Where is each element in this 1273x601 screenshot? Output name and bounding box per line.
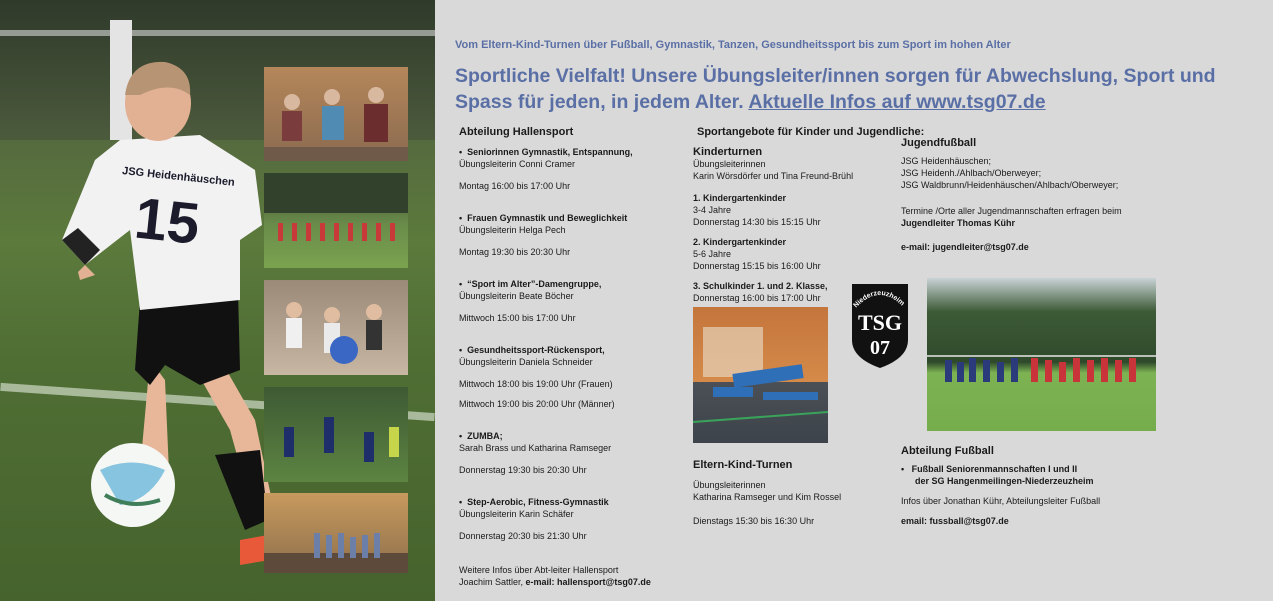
fussball-section [901,445,1161,527]
hallensport-title: Abteilung Hallensport [459,126,574,138]
hallensport-item-time: Mittwoch 15:00 bis 17:00 Uhr [459,313,576,323]
hallensport-item-title: • Seniorinnen Gymnastik, Entspannung, [459,147,633,157]
hallensport-item-leader: Übungsleiterin Conni Cramer [459,159,576,169]
kinderturnen-title: Kinderturnen [693,146,763,158]
kinder-group-age: 3-4 Jahre [693,205,732,215]
jersey-text: JSG Heidenhäuschen [121,165,236,189]
fussball-title: Abteilung Fußball [901,445,994,457]
thumb-senior-gymnastics [264,67,408,161]
jugend-team-line: JSG Heidenhäuschen; [901,156,992,166]
eltern-kind-time: Dienstags 15:30 bis 16:30 Uhr [693,516,815,526]
hallensport-item-title: • Frauen Gymnastik und Beweglichkeit [459,213,628,223]
kinder-group-title: 1. Kindergartenkinder [693,193,787,203]
jugendfussball-title: Jugendfußball [901,137,977,149]
kinder-group-title: 3. Schulkinder 1. und 2. Klasse, [693,281,828,291]
hallensport-item-leader: Übungsleiterin Karin Schäfer [459,509,574,519]
hallensport-item-title: • Gesundheitssport-Rückensport, [459,345,605,355]
kinderturnen-section [693,146,863,304]
hallensport-item-title: • “Sport im Alter”-Damengruppe, [459,279,602,289]
hallensport-contact: Joachim Sattler, e-mail: hallensport@tsg07.de [459,577,651,587]
kinder-group-age: 5-6 Jahre [693,249,732,259]
eltern-kind-section [693,459,863,527]
hallensport-section [459,126,679,588]
hallensport-item-time: Mittwoch 18:00 bis 19:00 Uhr (Frauen) [459,379,613,389]
photo-gym-hall [693,307,828,443]
hallensport-item-title: • Step-Aerobic, Fitness-Gymnastik [459,497,609,507]
hallensport-item-leader: Übungsleiterin Beate Böcher [459,291,574,301]
logo-ring-text: Niederzeuzheim [852,289,906,310]
eltern-kind-title: Eltern-Kind-Turnen [693,459,793,471]
fussball-item-line2: der SG Hangenmeilingen-Niederzeuzheim [915,476,1094,486]
hallensport-item-leader: Übungsleiterin Helga Pech [459,225,566,235]
logo-letters: TSG [857,310,903,335]
thumb-football-match [264,387,408,482]
hallensport-item-leader: Übungsleiterin Daniela Schneider [459,357,593,367]
intro-text: Vom Eltern-Kind-Turnen über Fußball, Gymnastik, Tanzen, Gesundheitssport bis zum Sport im hohen Alter [455,39,1011,51]
thumb-women-gymnastics [264,173,408,268]
fussball-email[interactable]: email: fussball@tsg07.de [901,516,1009,526]
thumbnail-column [264,0,410,601]
fussball-info: Infos über Jonathan Kühr, Abteilungsleiter Fußball [901,496,1101,506]
eltern-kind-leaders: Katharina Ramseger und Kim Rossel [693,492,842,502]
hallensport-item-time: Donnerstag 20:30 bis 21:30 Uhr [459,531,587,541]
website-link[interactable]: Aktuelle Infos auf www.tsg07.de [748,91,1046,113]
hallensport-item-leader: Sarah Brass und Katharina Ramseger [459,443,612,453]
hallensport-item-time: Montag 16:00 bis 17:00 Uhr [459,181,571,191]
jugend-termine: Termine /Orte aller Jugendmannschaften erfragen beim [901,206,1122,216]
headline-text: Sportliche Vielfalt! Unsere Übungsleiter/innen sorgen für Abwechslung, Sport und Spass für jeden, in jedem Alter. [455,65,1216,113]
kinder-section-title: Sportangebote für Kinder und Jugendliche: [697,126,925,138]
thumb-sport-im-alter [264,280,408,375]
kinder-group-time: Donnerstag 15:15 bis 16:00 Uhr [693,261,821,271]
hallensport-item-time: Donnerstag 19:30 bis 20:30 Uhr [459,465,587,475]
jugendfussball-section [901,137,1161,253]
fussball-item: • Fußball Seniorenmannschaften I und II [901,464,1078,474]
kinderturnen-leaders-label: Übungsleiterinnen [693,159,766,169]
jugend-email[interactable]: e-mail: jugendleiter@tsg07.de [901,242,1029,252]
logo-digits: 07 [870,337,890,359]
hallensport-footer: Weitere Infos über Abt-leiter Hallensport [459,565,619,575]
headline [455,63,1255,115]
kinder-group-time: Donnerstag 16:00 bis 17:00 Uhr [693,293,821,303]
photo-youth-teams [927,278,1156,431]
eltern-kind-leaders-label: Übungsleiterinnen [693,480,766,490]
hallensport-item-time: Montag 19:30 bis 20:30 Uhr [459,247,571,257]
football-player-illustration [0,0,300,601]
tsg-logo [848,278,912,370]
kinderturnen-leaders: Karin Wörsdörfer und Tina Freund-Brühl [693,171,854,181]
jersey-number: 15 [131,185,203,257]
kinder-group-title: 2. Kindergartenkinder [693,237,787,247]
hallensport-item-time-2: Mittwoch 19:00 bis 20:00 Uhr (Männer) [459,399,615,409]
jugend-team-line: JSG Heidenh./Ahlbach/Oberweyer; [901,168,1042,178]
jugend-leiter: Jugendleiter Thomas Kühr [901,218,1016,228]
kinder-group-time: Donnerstag 14:30 bis 15:15 Uhr [693,217,821,227]
hallensport-email[interactable]: e-mail: hallensport@tsg07.de [525,577,651,587]
hallensport-item-title: • ZUMBA; [459,431,503,441]
hero-photo [0,0,435,601]
jugend-team-line: JSG Waldbrunn/Heidenhäuschen/Ahlbach/Oberweyer; [901,180,1119,190]
thumb-hall-children [264,493,408,573]
